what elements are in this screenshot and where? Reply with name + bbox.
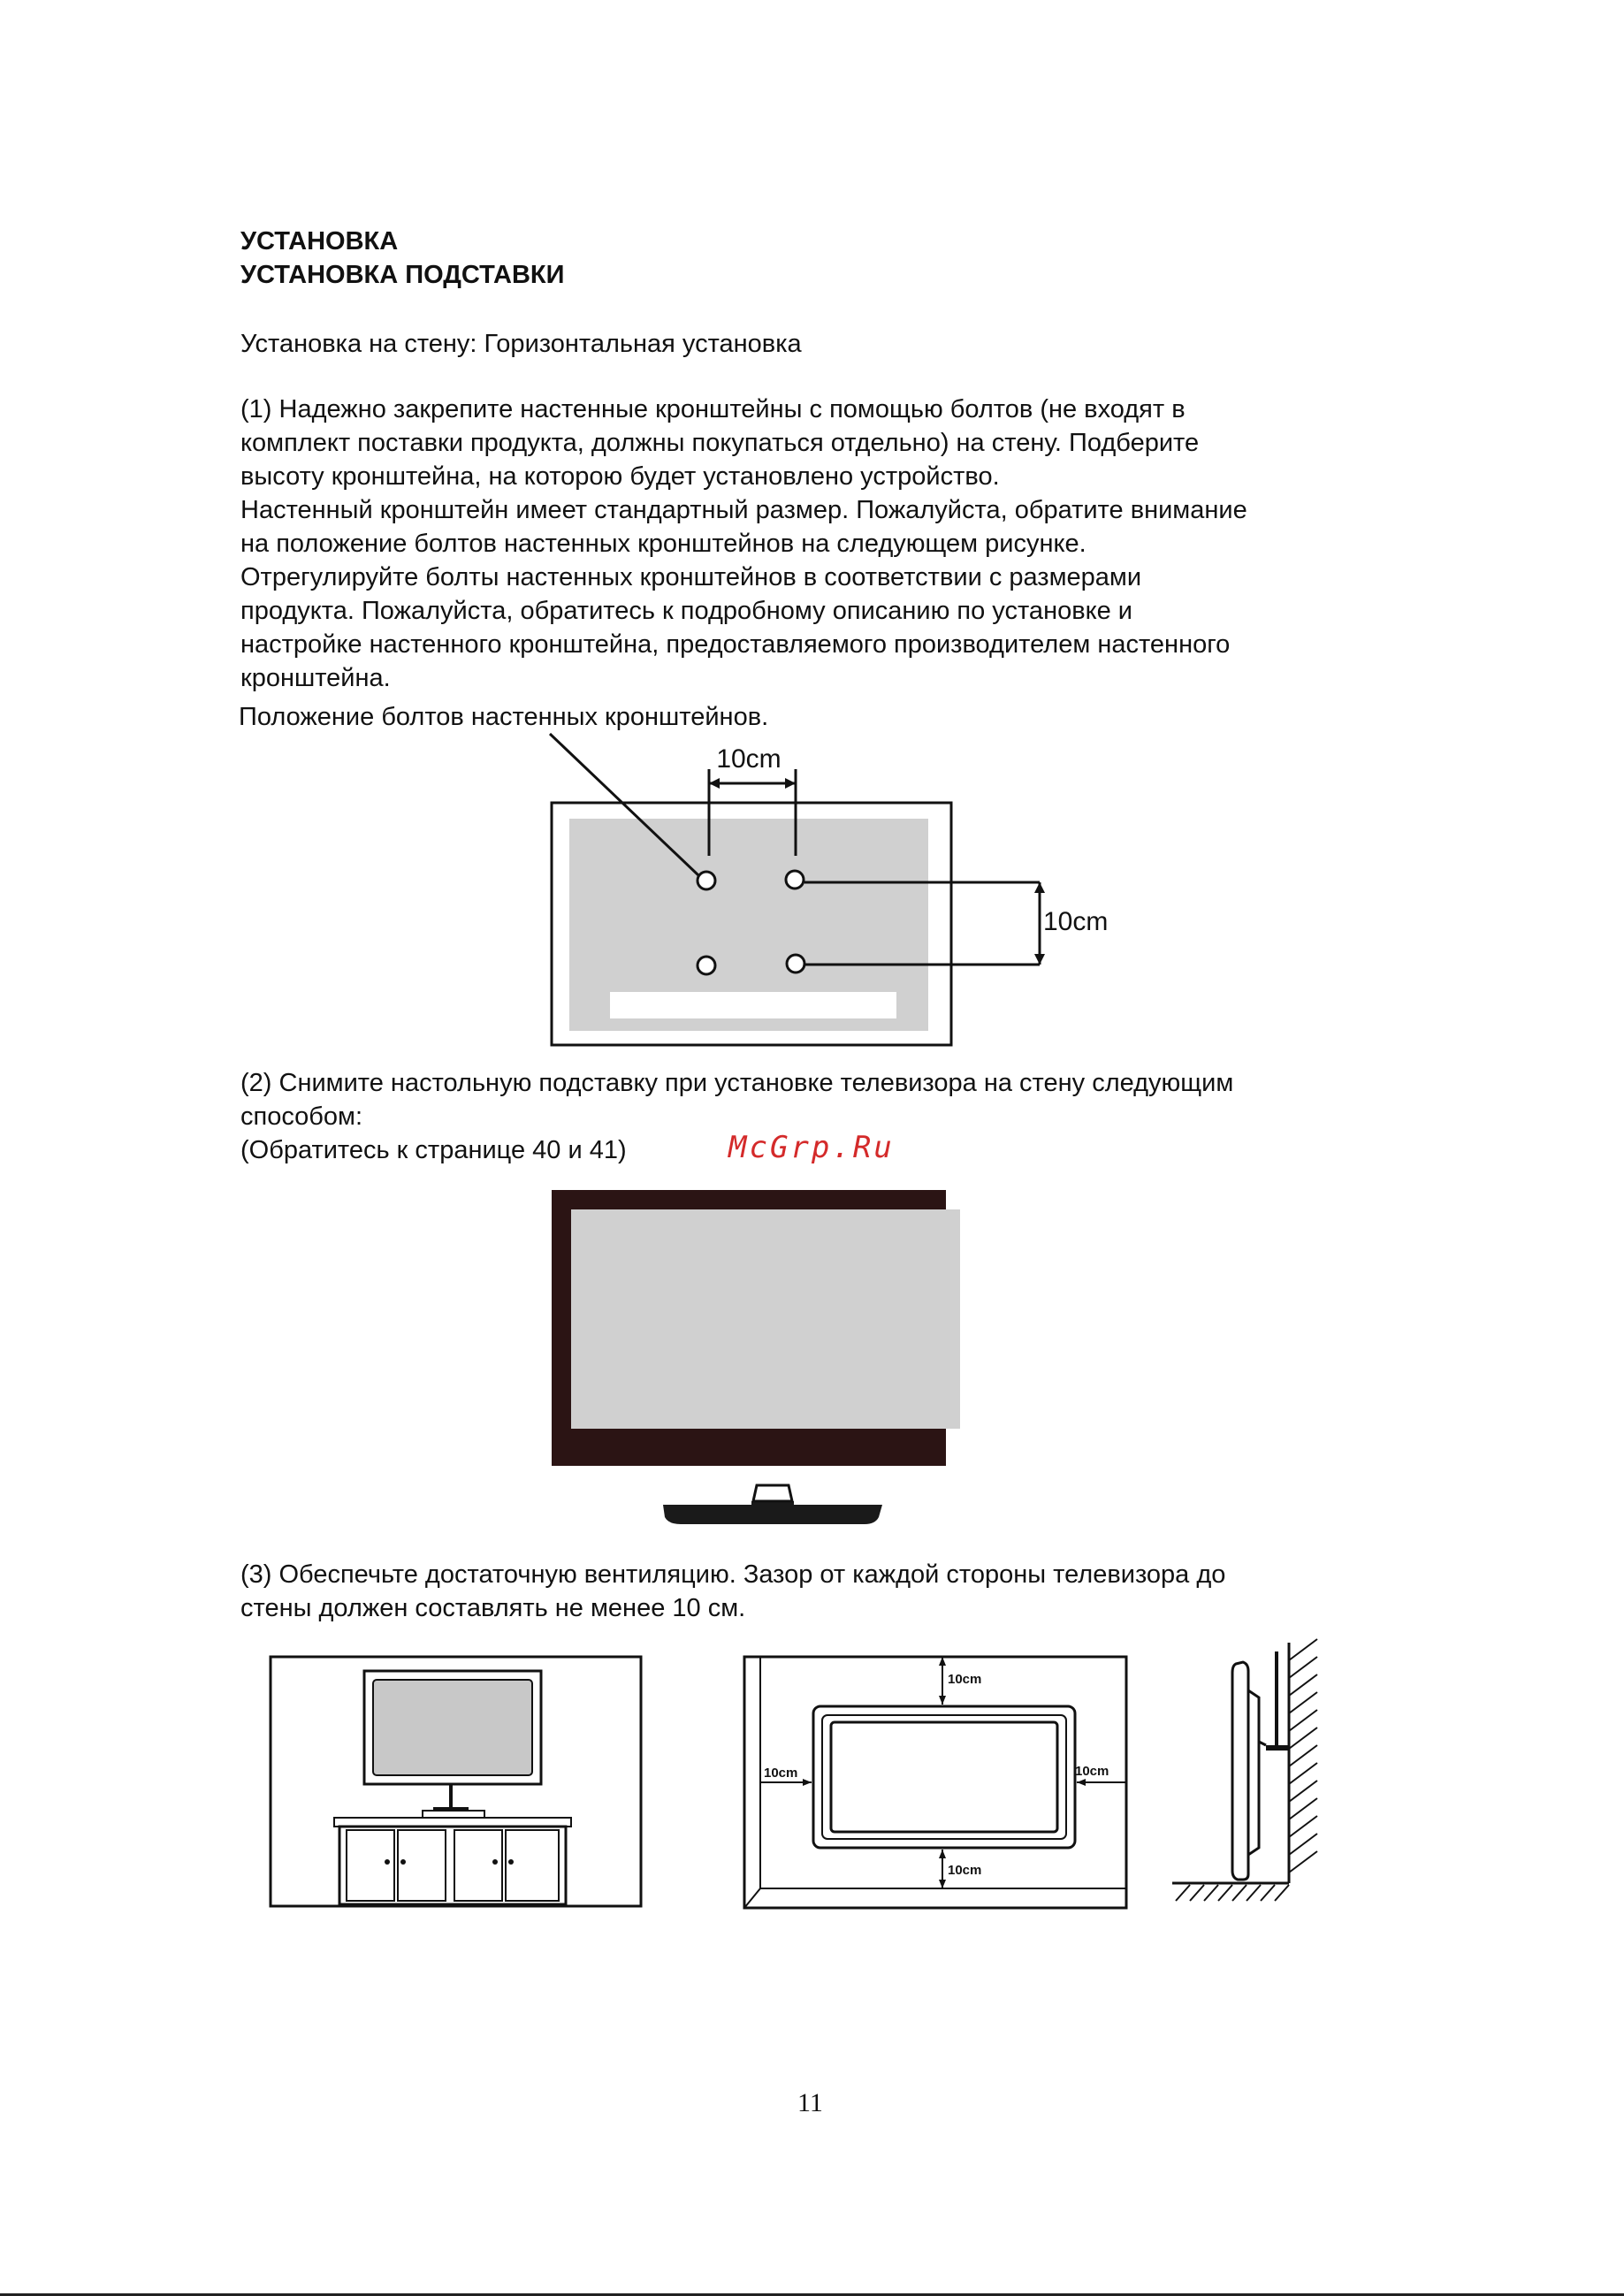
paragraph-line: стены должен составлять не менее 10 см. bbox=[240, 1594, 746, 1622]
paragraph-line: на положение болтов настенных кронштейнов на следующем рисунке. bbox=[240, 530, 1086, 558]
paragraph-line: настройке настенного кронштейна, предоставляемого производителем настенного bbox=[240, 630, 1231, 659]
tv-screen bbox=[571, 1209, 960, 1429]
tv-screen bbox=[831, 1722, 1057, 1832]
clearance-left-label: 10cm bbox=[764, 1766, 798, 1781]
tv-front-diagram bbox=[548, 1185, 990, 1543]
clearance-right-label: 10cm bbox=[1075, 1764, 1109, 1779]
paragraph-line: высоту кронштейна, на которою будет установлено устройство. bbox=[240, 462, 1000, 491]
intro-text: Установка на стену: Горизонтальная установка bbox=[240, 330, 802, 358]
horizontal-dimension-label: 10cm bbox=[716, 744, 782, 774]
tv-side-profile bbox=[1232, 1662, 1248, 1880]
paragraph-line: способом: bbox=[240, 1102, 363, 1131]
clearance-diagram bbox=[741, 1653, 1130, 1911]
paragraph-line: продукта. Пожалуйста, обратитесь к подробному описанию по установке и bbox=[240, 597, 1133, 625]
stand-neck bbox=[753, 1485, 792, 1501]
bolt-diagram-caption: Положение болтов настенных кронштейнов. bbox=[239, 703, 769, 731]
step3-paragraph bbox=[240, 1558, 1225, 1625]
bolt-position-diagram bbox=[530, 725, 1149, 1052]
paragraph-line: (1) Надежно закрепите настенные кронштейны с помощью болтов (не входят в bbox=[240, 395, 1186, 423]
page-number: 11 bbox=[797, 2088, 823, 2117]
tv-back-label-strip bbox=[610, 992, 896, 1018]
paragraph-line: комплект поставки продукта, должны покупаться отдельно) на стену. Подберите bbox=[240, 429, 1200, 457]
bolt-hole bbox=[786, 871, 804, 889]
paragraph-line: (3) Обеспечьте достаточную вентиляцию. Зазор от каждой стороны телевизора до bbox=[240, 1560, 1226, 1589]
vertical-dimension-label: 10cm bbox=[1043, 907, 1109, 936]
page-title: УСТАНОВКА bbox=[240, 227, 399, 256]
bolt-hole bbox=[698, 957, 715, 974]
bolt-hole bbox=[698, 872, 715, 889]
bolt-hole bbox=[787, 955, 804, 973]
paragraph-line: (2) Снимите настольную подставку при установке телевизора на стену следующим bbox=[240, 1069, 1234, 1097]
step1-paragraph bbox=[240, 393, 1247, 695]
paragraph-line: (Обратитесь к странице 40 и 41) bbox=[240, 1136, 627, 1164]
paragraph-line: кронштейна. bbox=[240, 664, 391, 692]
tv-on-cabinet-diagram bbox=[269, 1653, 644, 1910]
clearance-bottom-label: 10cm bbox=[948, 1863, 982, 1878]
tv-screen bbox=[373, 1680, 532, 1775]
clearance-top-label: 10cm bbox=[948, 1672, 982, 1687]
section-title: УСТАНОВКА ПОДСТАВКИ bbox=[240, 261, 565, 289]
stand-base bbox=[663, 1505, 882, 1524]
side-view-diagram bbox=[1167, 1636, 1326, 1918]
paragraph-line: Отрегулируйте болты настенных кронштейнов в соответствии с размерами bbox=[240, 563, 1142, 591]
watermark: McGrp.Ru bbox=[728, 1130, 895, 1165]
paragraph-line: Настенный кронштейн имеет стандартный размер. Пожалуйста, обратите внимание bbox=[240, 496, 1247, 524]
